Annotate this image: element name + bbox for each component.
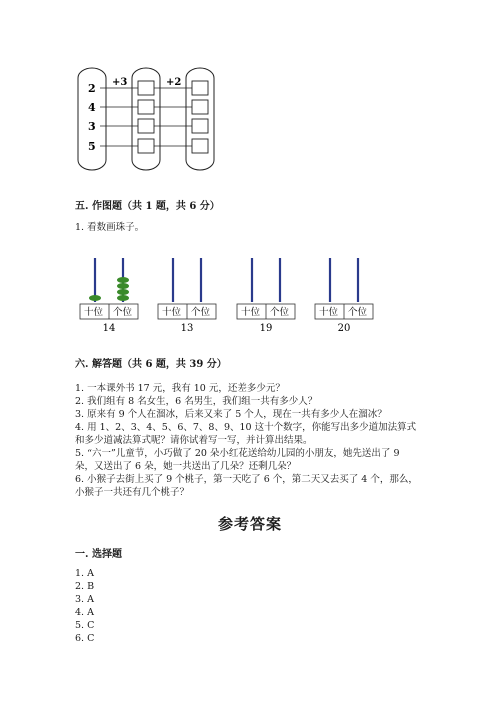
answers-title: 参考答案 [217,515,282,533]
start-number: 3 [88,120,96,133]
step2-label: +2 [166,77,182,88]
answer-item: 4. A [75,607,94,618]
question-line: 6. 小猴子去街上买了 9 个桃子，第一天吃了 6 个，第二天又去买了 4 个，那么， [75,474,418,485]
bead [89,295,101,301]
ones-label: 个位 [113,307,133,318]
section6-questions [75,382,418,499]
answer-item: 6. C [75,633,95,644]
abacus-row [0,250,500,340]
question-line: 朵，又送出了 6 朵，她一共送出了几朵？还剩几朵？ [75,461,297,472]
tens-label: 十位 [84,307,104,318]
abacus [237,258,295,334]
question-line: 4. 用 1、2、3、4、5、6、7、8、9、10 这十个数字，你能写出多少道加法算式 [75,422,417,433]
tens-label: 十位 [241,307,261,318]
start-number: 4 [88,101,96,114]
tens-label: 十位 [162,307,182,318]
abacus-number: 19 [259,323,273,334]
question-line: 和多少道减法算式呢？请你试着写一写，并计算出结果。 [75,435,313,446]
abacus [158,258,216,334]
ones-label: 个位 [270,307,290,318]
answer-box[interactable] [138,81,154,95]
answer-box[interactable] [192,119,208,133]
bead [117,289,129,295]
step1-label: +3 [112,77,128,88]
section5-heading: 五. 作图题（共 1 题，共 6 分） [75,201,220,212]
answer-box[interactable] [138,100,154,114]
bead [117,283,129,289]
answer-item: 2. B [75,581,95,592]
bead [117,295,129,301]
question-line: 3. 原来有 9 个人在溜冰，后来又来了 5 个人，现在一共有多少人在溜冰？ [75,409,387,420]
question-line: 小猴子一共还有几个桃子？ [75,487,190,498]
answer-item: 1. A [75,568,94,579]
answer-box[interactable] [192,81,208,95]
abacus-number: 13 [180,323,194,334]
question-line: 2. 我们组有 8 名女生，6 名男生，我们组一共有多少人？ [75,396,318,407]
question-line: 1. 一本课外书 17 元，我有 10 元，还差多少元？ [75,383,285,394]
answer-box[interactable] [192,139,208,153]
ones-label: 个位 [348,307,368,318]
answers-section-heading: 一. 选择题 [75,549,122,560]
answer-box[interactable] [138,139,154,153]
tens-label: 十位 [319,307,339,318]
start-number: 5 [88,140,96,153]
abacus-number: 20 [337,323,351,334]
answer-box[interactable] [192,100,208,114]
abacus-number: 14 [102,323,116,334]
section6-heading: 六. 解答题（共 6 题，共 39 分） [75,359,227,370]
section5-question: 1. 看数画珠子。 [75,222,145,233]
answer-item: 3. A [75,594,94,605]
answer-box[interactable] [138,119,154,133]
start-number: 2 [88,82,96,95]
bead [117,277,129,283]
number-flow-diagram [0,0,500,180]
question-line: 5. “六一”儿童节，小巧做了 20 朵小红花送给幼儿园的小朋友，她先送出了 9 [75,448,400,459]
abacus [80,258,138,334]
ones-label: 个位 [191,307,211,318]
answer-item: 5. C [75,620,95,631]
abacus [315,258,373,334]
answer-list [75,567,94,645]
